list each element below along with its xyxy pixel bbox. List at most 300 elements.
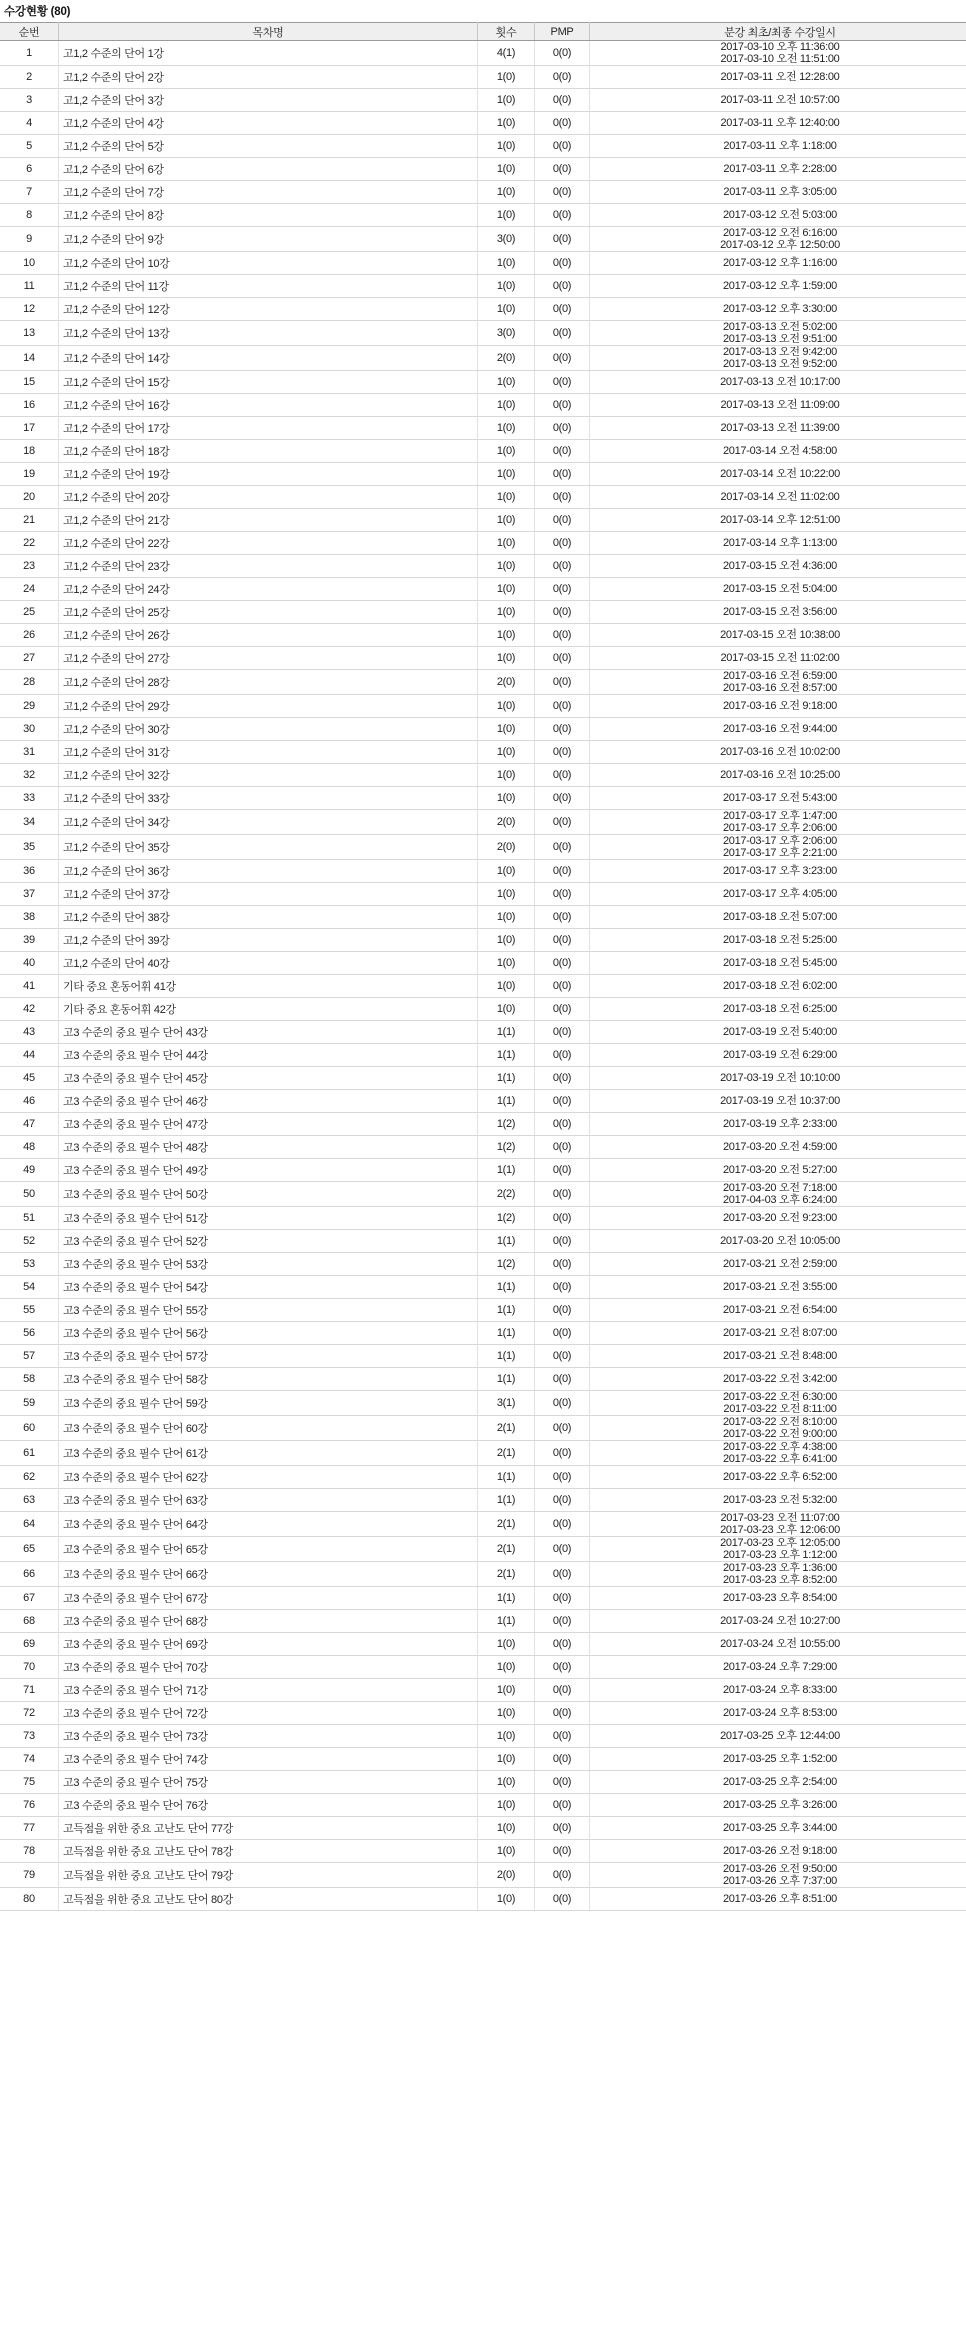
course-progress-table	[0, 22, 966, 1911]
cell-count: 1(0)	[478, 741, 535, 764]
cell-title[interactable]: 고3 수준의 중요 필수 단어 48강	[59, 1136, 478, 1159]
table-row[interactable]	[0, 509, 966, 532]
date-value: 2017-03-20 오전 7:18:00	[722, 1182, 838, 1194]
date-value: 2017-03-15 오전 10:38:00	[720, 629, 840, 641]
cell-no: 63	[0, 1489, 59, 1512]
table-row[interactable]	[0, 860, 966, 883]
cell-pmp: 0(0)	[535, 952, 590, 975]
date-value: 2017-03-20 오전 9:23:00	[722, 1212, 838, 1224]
cell-dates	[590, 835, 966, 860]
cell-count: 1(1)	[478, 1299, 535, 1322]
cell-title[interactable]: 고3 수준의 중요 필수 단어 50강	[59, 1182, 478, 1207]
table-row[interactable]	[0, 1044, 966, 1067]
date-value: 2017-03-11 오후 3:05:00	[723, 186, 837, 198]
table-row[interactable]	[0, 440, 966, 463]
table-row[interactable]	[0, 346, 966, 371]
cell-title[interactable]: 고3 수준의 중요 필수 단어 59강	[59, 1391, 478, 1416]
cell-no: 71	[0, 1679, 59, 1702]
cell-count: 1(2)	[478, 1253, 535, 1276]
cell-count: 1(1)	[478, 1489, 535, 1512]
table-row[interactable]	[0, 1537, 966, 1562]
table-row[interactable]	[0, 647, 966, 670]
table-row[interactable]	[0, 1512, 966, 1537]
cell-no: 52	[0, 1230, 59, 1253]
table-row[interactable]	[0, 1207, 966, 1230]
cell-dates	[590, 670, 966, 695]
cell-pmp: 0(0)	[535, 1044, 590, 1067]
date-value: 2017-03-15 오전 11:02:00	[720, 652, 840, 664]
cell-no: 61	[0, 1441, 59, 1466]
cell-title[interactable]: 고3 수준의 중요 필수 단어 47강	[59, 1113, 478, 1136]
table-row[interactable]	[0, 929, 966, 952]
table-row[interactable]	[0, 1863, 966, 1888]
cell-pmp: 0(0)	[535, 1610, 590, 1633]
table-row[interactable]	[0, 66, 966, 89]
cell-title[interactable]: 고3 수준의 중요 필수 단어 72강	[59, 1702, 478, 1725]
table-row[interactable]	[0, 1136, 966, 1159]
cell-dates	[590, 1562, 966, 1587]
cell-title[interactable]: 고3 수준의 중요 필수 단어 53강	[59, 1253, 478, 1276]
table-row[interactable]	[0, 417, 966, 440]
cell-title[interactable]: 고1,2 수준의 단어 27강	[59, 647, 478, 670]
cell-count: 1(0)	[478, 371, 535, 394]
cell-title[interactable]: 고1,2 수준의 단어 38강	[59, 906, 478, 929]
cell-pmp: 0(0)	[535, 1748, 590, 1771]
table-row[interactable]	[0, 1441, 966, 1466]
cell-title[interactable]: 기타 중요 혼동어휘 42강	[59, 998, 478, 1021]
cell-title[interactable]: 고3 수준의 중요 필수 단어 46강	[59, 1090, 478, 1113]
table-row[interactable]	[0, 1794, 966, 1817]
table-row[interactable]	[0, 41, 966, 66]
table-row[interactable]	[0, 718, 966, 741]
cell-title[interactable]: 고1,2 수준의 단어 28강	[59, 670, 478, 695]
cell-dates	[590, 1345, 966, 1368]
cell-title[interactable]: 고3 수준의 중요 필수 단어 57강	[59, 1345, 478, 1368]
cell-title[interactable]: 고득점을 위한 중요 고난도 단어 80강	[59, 1888, 478, 1911]
cell-title[interactable]: 고1,2 수준의 단어 15강	[59, 371, 478, 394]
cell-title[interactable]: 고3 수준의 중요 필수 단어 76강	[59, 1794, 478, 1817]
table-row[interactable]	[0, 1679, 966, 1702]
cell-title[interactable]: 고3 수준의 중요 필수 단어 52강	[59, 1230, 478, 1253]
cell-pmp: 0(0)	[535, 741, 590, 764]
date-value: 2017-03-23 오후 1:12:00	[722, 1549, 838, 1561]
cell-count: 2(1)	[478, 1512, 535, 1537]
table-row[interactable]	[0, 204, 966, 227]
cell-count: 1(1)	[478, 1610, 535, 1633]
table-row[interactable]	[0, 158, 966, 181]
cell-pmp: 0(0)	[535, 906, 590, 929]
cell-count: 1(0)	[478, 975, 535, 998]
cell-title[interactable]: 기타 중요 혼동어휘 41강	[59, 975, 478, 998]
cell-count: 1(0)	[478, 298, 535, 321]
date-value: 2017-03-16 오전 10:02:00	[720, 746, 840, 758]
cell-title[interactable]: 고1,2 수준의 단어 6강	[59, 158, 478, 181]
column-header-title[interactable]: 목차명	[59, 23, 478, 41]
cell-no: 3	[0, 89, 59, 112]
cell-title[interactable]: 고1,2 수준의 단어 18강	[59, 440, 478, 463]
table-row[interactable]	[0, 1587, 966, 1610]
date-value: 2017-03-24 오후 7:29:00	[722, 1661, 838, 1673]
cell-title[interactable]: 고1,2 수준의 단어 37강	[59, 883, 478, 906]
table-row[interactable]	[0, 975, 966, 998]
date-value: 2017-03-17 오후 2:06:00	[722, 822, 838, 834]
cell-title[interactable]: 고1,2 수준의 단어 20강	[59, 486, 478, 509]
cell-title[interactable]: 고1,2 수준의 단어 30강	[59, 718, 478, 741]
cell-title[interactable]: 고1,2 수준의 단어 32강	[59, 764, 478, 787]
cell-dates	[590, 1299, 966, 1322]
cell-pmp: 0(0)	[535, 1656, 590, 1679]
table-row[interactable]	[0, 1817, 966, 1840]
table-row[interactable]	[0, 371, 966, 394]
cell-no: 76	[0, 1794, 59, 1817]
table-row[interactable]	[0, 835, 966, 860]
cell-title[interactable]: 고1,2 수준의 단어 22강	[59, 532, 478, 555]
table-row[interactable]	[0, 89, 966, 112]
cell-dates	[590, 1817, 966, 1840]
date-value: 2017-03-18 오전 6:25:00	[722, 1003, 838, 1015]
cell-dates	[590, 1512, 966, 1537]
cell-title[interactable]: 고3 수준의 중요 필수 단어 73강	[59, 1725, 478, 1748]
cell-title[interactable]: 고1,2 수준의 단어 35강	[59, 835, 478, 860]
cell-dates	[590, 1863, 966, 1888]
cell-pmp: 0(0)	[535, 601, 590, 624]
cell-title[interactable]: 고1,2 수준의 단어 7강	[59, 181, 478, 204]
cell-count: 1(1)	[478, 1067, 535, 1090]
table-row[interactable]	[0, 1725, 966, 1748]
table-row[interactable]	[0, 1610, 966, 1633]
cell-pmp: 0(0)	[535, 181, 590, 204]
table-row[interactable]	[0, 135, 966, 158]
table-row[interactable]	[0, 298, 966, 321]
cell-count: 1(0)	[478, 695, 535, 718]
cell-title[interactable]: 고3 수준의 중요 필수 단어 71강	[59, 1679, 478, 1702]
table-row[interactable]	[0, 578, 966, 601]
cell-pmp: 0(0)	[535, 1345, 590, 1368]
cell-count: 1(0)	[478, 417, 535, 440]
cell-title[interactable]: 고3 수준의 중요 필수 단어 68강	[59, 1610, 478, 1633]
cell-count: 1(0)	[478, 394, 535, 417]
cell-title[interactable]: 고3 수준의 중요 필수 단어 64강	[59, 1512, 478, 1537]
cell-title[interactable]: 고1,2 수준의 단어 4강	[59, 112, 478, 135]
column-header-dates[interactable]: 분강 최초/최종 수강일시	[590, 23, 966, 41]
cell-dates	[590, 509, 966, 532]
cell-pmp: 0(0)	[535, 321, 590, 346]
table-row[interactable]	[0, 463, 966, 486]
table-row[interactable]	[0, 112, 966, 135]
column-header-count[interactable]: 횟수	[478, 23, 535, 41]
cell-dates	[590, 1489, 966, 1512]
cell-pmp: 0(0)	[535, 1702, 590, 1725]
date-value: 2017-03-23 오후 8:52:00	[722, 1574, 838, 1586]
cell-no: 40	[0, 952, 59, 975]
cell-title[interactable]: 고1,2 수준의 단어 10강	[59, 252, 478, 275]
column-header-no[interactable]: 순번	[0, 23, 59, 41]
cell-pmp: 0(0)	[535, 555, 590, 578]
cell-title[interactable]: 고3 수준의 중요 필수 단어 54강	[59, 1276, 478, 1299]
cell-title[interactable]: 고1,2 수준의 단어 36강	[59, 860, 478, 883]
cell-no: 19	[0, 463, 59, 486]
cell-dates	[590, 1441, 966, 1466]
cell-count: 1(0)	[478, 1840, 535, 1863]
cell-pmp: 0(0)	[535, 1537, 590, 1562]
cell-no: 66	[0, 1562, 59, 1587]
cell-dates	[590, 1587, 966, 1610]
cell-title[interactable]: 고3 수준의 중요 필수 단어 75강	[59, 1771, 478, 1794]
cell-dates	[590, 1067, 966, 1090]
cell-no: 55	[0, 1299, 59, 1322]
table-row[interactable]	[0, 1276, 966, 1299]
table-row[interactable]	[0, 1067, 966, 1090]
cell-title[interactable]: 고3 수준의 중요 필수 단어 49강	[59, 1159, 478, 1182]
table-row[interactable]	[0, 1113, 966, 1136]
cell-count: 1(0)	[478, 883, 535, 906]
cell-dates	[590, 321, 966, 346]
date-value: 2017-03-12 오전 5:03:00	[722, 209, 838, 221]
cell-pmp: 0(0)	[535, 1253, 590, 1276]
cell-title[interactable]: 고1,2 수준의 단어 9강	[59, 227, 478, 252]
table-row[interactable]	[0, 1562, 966, 1587]
date-value: 2017-03-22 오전 8:10:00	[722, 1416, 838, 1428]
cell-title[interactable]: 고3 수준의 중요 필수 단어 67강	[59, 1587, 478, 1610]
cell-title[interactable]: 고1,2 수준의 단어 21강	[59, 509, 478, 532]
cell-title[interactable]: 고3 수준의 중요 필수 단어 74강	[59, 1748, 478, 1771]
table-row[interactable]	[0, 1489, 966, 1512]
date-value: 2017-03-18 오전 5:25:00	[722, 934, 838, 946]
cell-dates	[590, 1610, 966, 1633]
cell-count: 1(1)	[478, 1021, 535, 1044]
cell-count: 3(1)	[478, 1391, 535, 1416]
table-row[interactable]	[0, 787, 966, 810]
table-row[interactable]	[0, 1888, 966, 1911]
cell-no: 51	[0, 1207, 59, 1230]
table-row[interactable]	[0, 227, 966, 252]
date-value: 2017-03-15 오전 4:36:00	[722, 560, 838, 572]
table-row[interactable]	[0, 181, 966, 204]
table-row[interactable]	[0, 1748, 966, 1771]
table-row[interactable]	[0, 252, 966, 275]
cell-title[interactable]: 고1,2 수준의 단어 1강	[59, 41, 478, 66]
cell-no: 17	[0, 417, 59, 440]
cell-title[interactable]: 고득점을 위한 중요 고난도 단어 78강	[59, 1840, 478, 1863]
cell-no: 6	[0, 158, 59, 181]
cell-dates	[590, 486, 966, 509]
cell-dates	[590, 66, 966, 89]
table-row[interactable]	[0, 952, 966, 975]
table-row[interactable]	[0, 1090, 966, 1113]
cell-title[interactable]: 고1,2 수준의 단어 16강	[59, 394, 478, 417]
table-row[interactable]	[0, 532, 966, 555]
cell-count: 1(1)	[478, 1322, 535, 1345]
table-row[interactable]	[0, 275, 966, 298]
cell-title[interactable]: 고3 수준의 중요 필수 단어 60강	[59, 1416, 478, 1441]
cell-count: 1(0)	[478, 578, 535, 601]
table-row[interactable]	[0, 624, 966, 647]
table-row[interactable]	[0, 1345, 966, 1368]
table-row[interactable]	[0, 1322, 966, 1345]
cell-title[interactable]: 고3 수준의 중요 필수 단어 70강	[59, 1656, 478, 1679]
cell-title[interactable]: 고1,2 수준의 단어 3강	[59, 89, 478, 112]
date-value: 2017-03-19 오전 10:10:00	[720, 1072, 840, 1084]
cell-dates	[590, 204, 966, 227]
table-row[interactable]	[0, 1466, 966, 1489]
table-row[interactable]	[0, 695, 966, 718]
cell-dates	[590, 1466, 966, 1489]
date-value: 2017-03-23 오전 5:32:00	[722, 1494, 838, 1506]
cell-no: 58	[0, 1368, 59, 1391]
cell-title[interactable]: 고1,2 수준의 단어 14강	[59, 346, 478, 371]
date-value: 2017-03-10 오전 11:51:00	[720, 53, 840, 65]
table-row[interactable]	[0, 883, 966, 906]
table-row[interactable]	[0, 1182, 966, 1207]
cell-title[interactable]: 고1,2 수준의 단어 8강	[59, 204, 478, 227]
cell-dates	[590, 1888, 966, 1911]
cell-count: 1(0)	[478, 112, 535, 135]
date-value: 2017-03-26 오전 9:50:00	[722, 1863, 838, 1875]
cell-title[interactable]: 고3 수준의 중요 필수 단어 45강	[59, 1067, 478, 1090]
cell-title[interactable]: 고1,2 수준의 단어 17강	[59, 417, 478, 440]
table-row[interactable]	[0, 741, 966, 764]
cell-pmp: 0(0)	[535, 1021, 590, 1044]
cell-title[interactable]: 고1,2 수준의 단어 25강	[59, 601, 478, 624]
date-value: 2017-03-26 오후 7:37:00	[722, 1875, 838, 1887]
cell-title[interactable]: 고3 수준의 중요 필수 단어 61강	[59, 1441, 478, 1466]
table-row[interactable]	[0, 486, 966, 509]
cell-no: 74	[0, 1748, 59, 1771]
cell-no: 28	[0, 670, 59, 695]
cell-title[interactable]: 고3 수준의 중요 필수 단어 65강	[59, 1537, 478, 1562]
cell-title[interactable]: 고3 수준의 중요 필수 단어 55강	[59, 1299, 478, 1322]
table-row[interactable]	[0, 810, 966, 835]
cell-title[interactable]: 고1,2 수준의 단어 31강	[59, 741, 478, 764]
cell-no: 80	[0, 1888, 59, 1911]
date-value: 2017-03-11 오전 12:28:00	[720, 71, 840, 83]
date-value: 2017-03-26 오전 9:18:00	[722, 1845, 838, 1857]
cell-pmp: 0(0)	[535, 1391, 590, 1416]
cell-title[interactable]: 고3 수준의 중요 필수 단어 69강	[59, 1633, 478, 1656]
cell-title[interactable]: 고1,2 수준의 단어 12강	[59, 298, 478, 321]
cell-title[interactable]: 고3 수준의 중요 필수 단어 63강	[59, 1489, 478, 1512]
cell-title[interactable]: 고1,2 수준의 단어 2강	[59, 66, 478, 89]
date-value: 2017-03-22 오후 6:52:00	[722, 1471, 838, 1483]
column-header-pmp[interactable]: PMP	[535, 23, 590, 41]
cell-count: 1(1)	[478, 1230, 535, 1253]
cell-no: 36	[0, 860, 59, 883]
table-row[interactable]	[0, 764, 966, 787]
cell-title[interactable]: 고1,2 수준의 단어 26강	[59, 624, 478, 647]
table-row[interactable]	[0, 601, 966, 624]
table-row[interactable]	[0, 1368, 966, 1391]
cell-title[interactable]: 고득점을 위한 중요 고난도 단어 79강	[59, 1863, 478, 1888]
table-row[interactable]	[0, 321, 966, 346]
cell-pmp: 0(0)	[535, 1299, 590, 1322]
table-row[interactable]	[0, 1391, 966, 1416]
table-row[interactable]	[0, 394, 966, 417]
cell-pmp: 0(0)	[535, 1771, 590, 1794]
cell-title[interactable]: 고3 수준의 중요 필수 단어 43강	[59, 1021, 478, 1044]
cell-title[interactable]: 고득점을 위한 중요 고난도 단어 77강	[59, 1817, 478, 1840]
cell-count: 1(1)	[478, 1466, 535, 1489]
cell-count: 1(1)	[478, 1090, 535, 1113]
cell-title[interactable]: 고3 수준의 중요 필수 단어 44강	[59, 1044, 478, 1067]
cell-pmp: 0(0)	[535, 1562, 590, 1587]
cell-no: 50	[0, 1182, 59, 1207]
cell-dates	[590, 275, 966, 298]
cell-title[interactable]: 고1,2 수준의 단어 5강	[59, 135, 478, 158]
cell-title[interactable]: 고3 수준의 중요 필수 단어 51강	[59, 1207, 478, 1230]
table-row[interactable]	[0, 1416, 966, 1441]
table-row[interactable]	[0, 906, 966, 929]
table-row[interactable]	[0, 1840, 966, 1863]
cell-dates	[590, 578, 966, 601]
cell-no: 70	[0, 1656, 59, 1679]
date-value: 2017-03-25 오후 1:52:00	[722, 1753, 838, 1765]
cell-title[interactable]: 고3 수준의 중요 필수 단어 62강	[59, 1466, 478, 1489]
cell-dates	[590, 532, 966, 555]
table-row[interactable]	[0, 555, 966, 578]
cell-title[interactable]: 고1,2 수준의 단어 40강	[59, 952, 478, 975]
cell-dates	[590, 741, 966, 764]
table-row[interactable]	[0, 670, 966, 695]
date-value: 2017-03-11 오후 1:18:00	[723, 140, 837, 152]
date-value: 2017-03-21 오전 8:07:00	[722, 1327, 838, 1339]
cell-title[interactable]: 고1,2 수준의 단어 13강	[59, 321, 478, 346]
table-row[interactable]	[0, 1299, 966, 1322]
cell-pmp: 0(0)	[535, 624, 590, 647]
cell-count: 1(0)	[478, 252, 535, 275]
table-row[interactable]	[0, 1656, 966, 1679]
cell-pmp: 0(0)	[535, 463, 590, 486]
table-row[interactable]	[0, 1021, 966, 1044]
cell-dates	[590, 417, 966, 440]
cell-title[interactable]: 고1,2 수준의 단어 39강	[59, 929, 478, 952]
date-value: 2017-03-19 오후 2:33:00	[722, 1118, 838, 1130]
cell-title[interactable]: 고1,2 수준의 단어 11강	[59, 275, 478, 298]
table-row[interactable]	[0, 1230, 966, 1253]
date-value: 2017-03-16 오전 10:25:00	[720, 769, 840, 781]
cell-no: 64	[0, 1512, 59, 1537]
cell-title[interactable]: 고1,2 수준의 단어 19강	[59, 463, 478, 486]
table-row[interactable]	[0, 1253, 966, 1276]
date-value: 2017-03-21 오전 2:59:00	[722, 1258, 838, 1270]
date-value: 2017-03-23 오후 1:36:00	[722, 1562, 838, 1574]
cell-count: 1(0)	[478, 1888, 535, 1911]
cell-no: 44	[0, 1044, 59, 1067]
table-row[interactable]	[0, 1159, 966, 1182]
cell-title[interactable]: 고3 수준의 중요 필수 단어 56강	[59, 1322, 478, 1345]
table-row[interactable]	[0, 1771, 966, 1794]
cell-no: 9	[0, 227, 59, 252]
cell-title[interactable]: 고1,2 수준의 단어 33강	[59, 787, 478, 810]
cell-dates	[590, 298, 966, 321]
table-row[interactable]	[0, 1633, 966, 1656]
date-value: 2017-03-25 오후 3:26:00	[722, 1799, 838, 1811]
date-value: 2017-03-19 오전 6:29:00	[722, 1049, 838, 1061]
cell-pmp: 0(0)	[535, 298, 590, 321]
cell-title[interactable]: 고3 수준의 중요 필수 단어 58강	[59, 1368, 478, 1391]
cell-title[interactable]: 고1,2 수준의 단어 24강	[59, 578, 478, 601]
table-row[interactable]	[0, 1702, 966, 1725]
cell-pmp: 0(0)	[535, 670, 590, 695]
cell-title[interactable]: 고1,2 수준의 단어 34강	[59, 810, 478, 835]
cell-dates	[590, 181, 966, 204]
cell-dates	[590, 1159, 966, 1182]
cell-title[interactable]: 고1,2 수준의 단어 29강	[59, 695, 478, 718]
cell-title[interactable]: 고1,2 수준의 단어 23강	[59, 555, 478, 578]
table-row[interactable]	[0, 998, 966, 1021]
cell-no: 60	[0, 1416, 59, 1441]
cell-title[interactable]: 고3 수준의 중요 필수 단어 66강	[59, 1562, 478, 1587]
cell-no: 23	[0, 555, 59, 578]
